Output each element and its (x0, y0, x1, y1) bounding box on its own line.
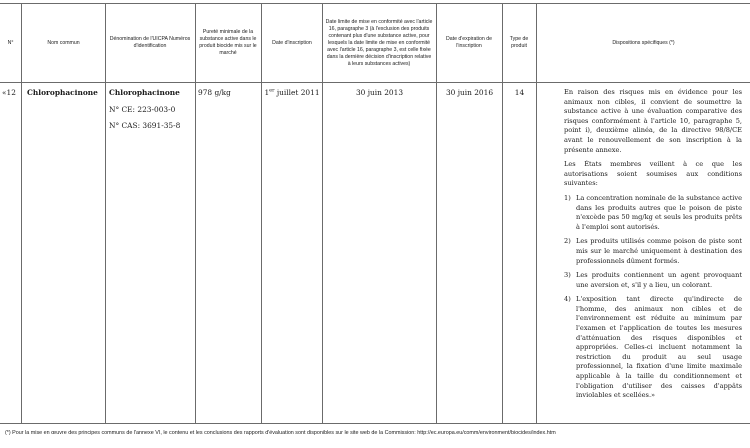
column-divider (105, 3, 106, 423)
provision-item-text: Les produits utilisés comme poison de piste sont mis sur le marché uniquement à destination des professionnels dûment formés. (576, 237, 742, 265)
header-separator (0, 82, 750, 83)
row-inclusion-date (262, 88, 322, 99)
row-purity: 978 g/kg (198, 88, 231, 97)
row-iupac (109, 88, 193, 132)
table-bottom-border (0, 423, 750, 424)
column-divider (322, 3, 323, 423)
header-purity: Pureté minimale de la substance active dans le produit biocide mis sur le marché (199, 29, 257, 56)
iupac-name: Chlorophacinone (109, 88, 180, 97)
provision-item-text: La concentration nominale de la substance active dans les produits autres que le poison de piste n'excède pas 50 mg/kg et seuls les produits prêts à l'emploi sont autorisés. (576, 193, 742, 231)
provision-item (564, 295, 742, 401)
provision-item (564, 237, 742, 266)
header-common-name: Nom commun (47, 39, 80, 46)
footnote: (*) Pour la mise en œuvre des principes communs de l'annexe VI, le contenu et les conclusions des rapports d'évaluation sont disponibles sur le site web de la Commission: http://ec.europa.eu/comm/environment/biocides/index.htm (5, 430, 556, 436)
provision-item-text: Les produits contiennent un agent provoquant une aversion et, s'il y a lieu, un colorant. (576, 271, 742, 289)
provision-item-text: L'exposition tant directe qu'indirecte de l'homme, des animaux non cibles et de l'environnement est réduite au minimum par l'examen et l'application de toutes les mesures d'atténuation des risques disponibles et appropriées. Celles-ci incluent notamment la restriction du produit au seul usage professionnel, la fixation d'une limite maximale applicable à la taille du conditionnement et l'obligation d'utiliser des caisses d'appâts inviolables et scellées.» (576, 295, 742, 400)
header-expiry-date: Date d'expiration de l'inscription (446, 36, 492, 49)
column-divider (502, 3, 503, 423)
provision-item-number: 2) (564, 237, 571, 246)
inclusion-date-rest: juillet 2011 (274, 88, 320, 97)
header-specific-provisions: Dispositions spécifiques (*) (612, 39, 675, 46)
provisions-lead: Les États membres veillent à ce que les autorisations soient soumises aux conditions suivantes: (564, 160, 742, 188)
header-iupac: Dénomination de l'UICPA Numéros d'identification (109, 36, 191, 49)
provisions-intro: En raison des risques mis en évidence pour les animaux non cibles, il convient de soumettre la substance active à une évaluation comparative des risques conformément à l'article 10, paragraphe 5, point i), deuxième alinéa, de la directive 98/8/CE avant le renouvellement de son inscription à la présente annexe. (564, 88, 742, 154)
provision-item-number: 4) (564, 295, 571, 304)
cas-number: N° CAS: 3691-35-8 (109, 121, 181, 130)
row-common-name: Chlorophacinone (27, 88, 98, 97)
provision-item-number: 1) (564, 193, 571, 202)
inclusion-date-sup: er (269, 87, 275, 94)
row-expiry-date: 30 juin 2016 (445, 88, 494, 97)
header-product-type: Type de produit (509, 36, 529, 49)
provision-item (564, 194, 742, 232)
header-no: N° (7, 39, 14, 46)
provision-item (564, 271, 742, 290)
row-compliance-deadline: 30 juin 2013 (355, 88, 404, 97)
column-divider (436, 3, 437, 423)
row-specific-provisions (564, 88, 742, 406)
row-number: «12 (2, 88, 16, 97)
inclusion-date-day: 1 (264, 88, 270, 97)
column-divider (195, 3, 196, 423)
provision-item-number: 3) (564, 271, 571, 280)
row-product-type: 14 (514, 88, 525, 97)
header-inclusion-date: Date d'inscription (272, 39, 312, 46)
header-compliance-deadline: Date limite de mise en conformité avec l'article 16, paragraphe 3 (à l'exclusion des produits contenant plus d'une substance active, pour lesquels la date limite de mise en conformité avec l'article 16, paragraphe 3, est celle fixée dans la dernière décision d'inscription relative à leurs substances actives) (325, 18, 433, 67)
ec-number: N° CE: 223-003-0 (109, 104, 176, 114)
